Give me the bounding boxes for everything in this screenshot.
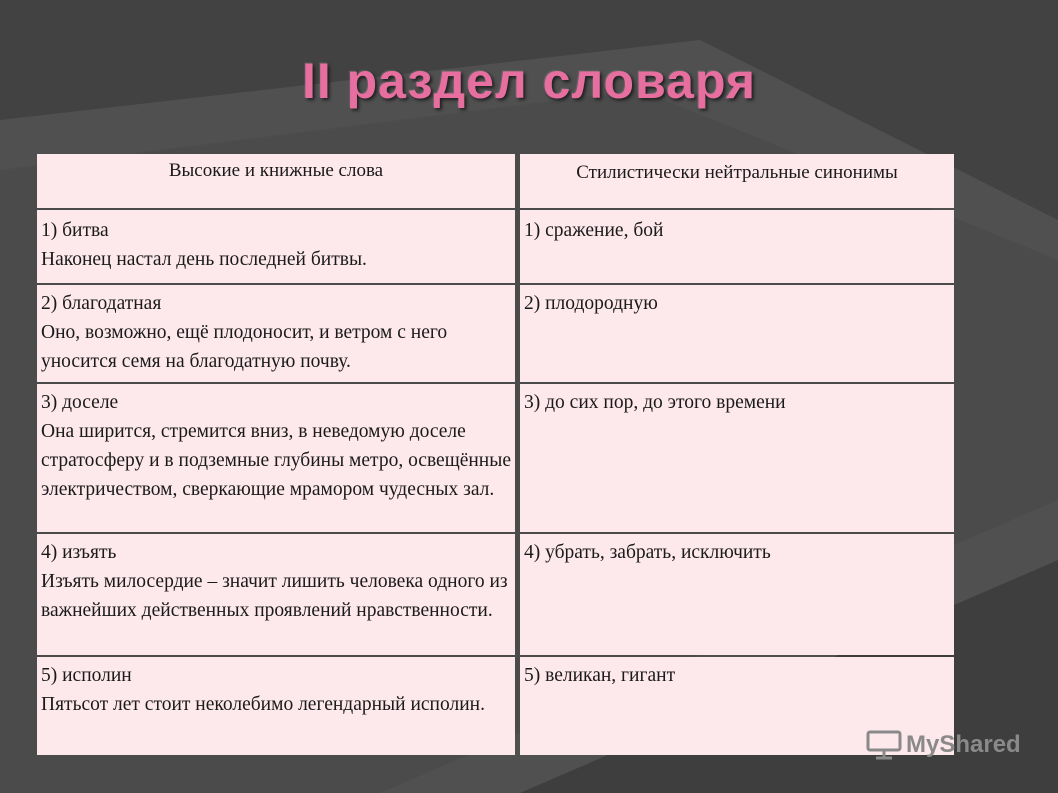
entry-word: 4) изъять [41,542,117,563]
synonym-cell: 1) сражение, бой [520,210,954,283]
slide-title: II раздел словаря [301,53,757,109]
synonym-cell: 5) великан, гигант [520,657,954,755]
entry-example: Она ширится, стремится вниз, в неведомую доселе стратосферу и в подземные глубины метро, освещённые электричеством, сверкающие мрамором чудесных зал. [41,421,511,500]
header-book-words: Высокие и книжные слова [37,154,515,208]
entry-example: Наконец настал день последней битвы. [41,249,367,270]
entry-word: 2) благодатная [41,293,162,314]
neutral-synonyms-column [520,154,954,755]
table-row [37,285,515,382]
header-neutral-synonyms: Стилистически нейтральные синонимы [520,154,954,208]
table-row [37,384,515,532]
entry-word: 5) исполин [41,665,132,686]
table-row [37,534,515,655]
synonym-cell: 3) до сих пор, до этого времени [520,384,954,532]
table-row [37,657,515,755]
synonym-cell: 2) плодородную [520,285,954,382]
entry-word: 3) доселе [41,392,119,413]
watermark-text: MyShared [906,731,1021,758]
presentation-screen-icon [866,730,902,760]
entry-example: Изъять милосердие – значит лишить человека одного из важнейших действенных проявлений нравственности. [41,571,508,621]
entry-example: Оно, возможно, ещё плодоносит, и ветром с него уносится семя на благодатную почву. [41,322,448,372]
entry-example: Пятьсот лет стоит неколебимо легендарный исполин. [41,694,485,715]
book-words-column [37,154,515,755]
synonym-cell: 4) убрать, забрать, исключить [520,534,954,655]
entry-word: 1) битва [41,220,109,241]
watermark-logo [866,730,1021,760]
table-row [37,210,515,283]
